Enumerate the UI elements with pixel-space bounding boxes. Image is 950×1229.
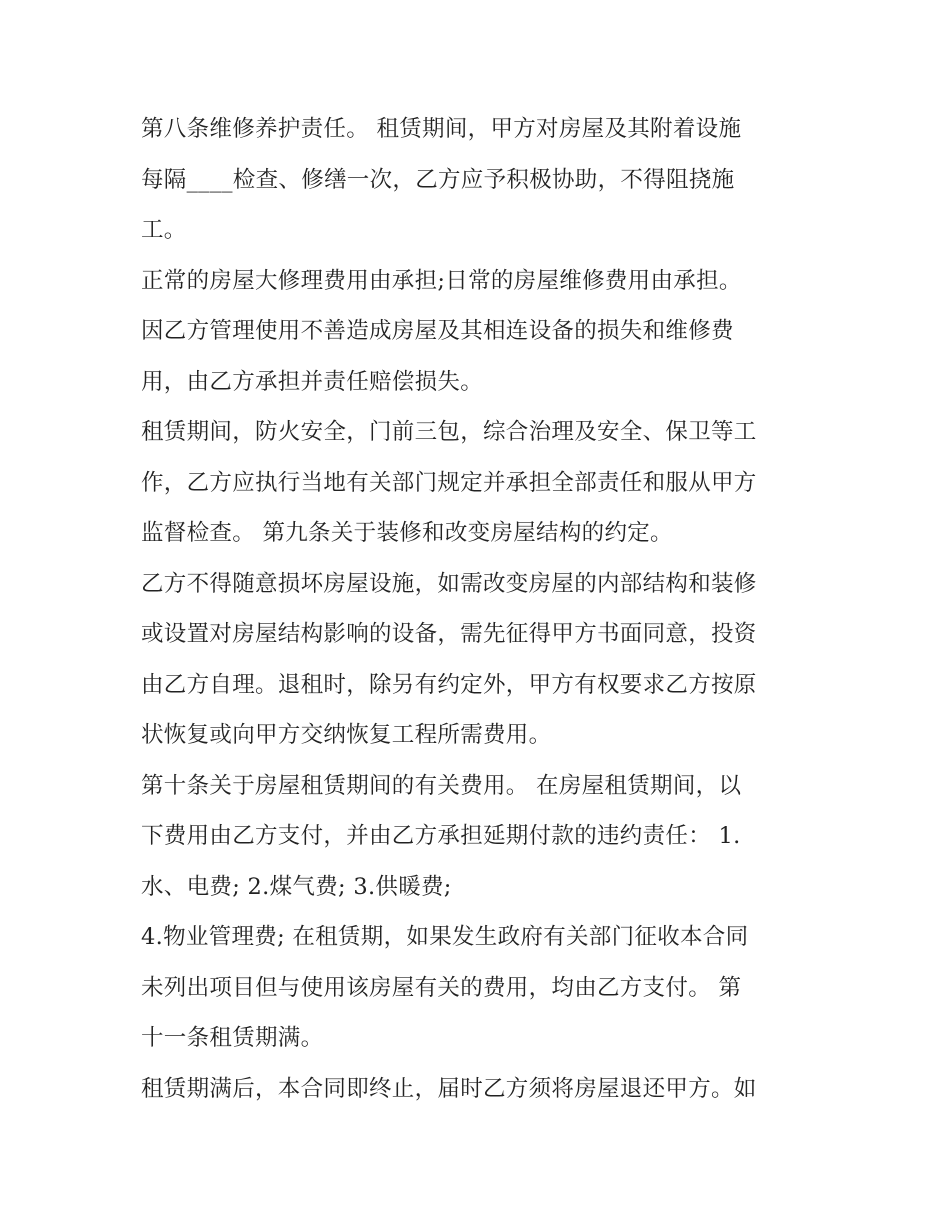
text-line: 第八条维修养护责任。 租赁期间，甲方对房屋及其附着设施 xyxy=(141,116,742,142)
text-line: 或设置对房屋结构影响的设备，需先征得甲方书面同意，投资 xyxy=(141,621,757,647)
text-line: 租赁期间，防火安全，门前三包，综合治理及安全、保卫等工 xyxy=(141,419,757,445)
text-line: 水、电费; 2.煤气费; 3.供暖费; xyxy=(141,873,452,900)
text-line: 正常的房屋大修理费用由承担;日常的房屋维修费用由承担。 xyxy=(141,267,742,294)
text-line: 未列出项目但与使用该房屋有关的费用，均由乙方支付。 第 xyxy=(141,974,742,1001)
text-line: 由乙方自理。退租时，除另有约定外，甲方有权要求乙方按原 xyxy=(141,671,757,698)
paragraph-article-8-maintenance xyxy=(141,104,821,256)
paragraph-renovation xyxy=(141,559,821,761)
text-line: 工。 xyxy=(141,217,187,243)
text-line: 监督检查。 第九条关于装修和改变房屋结构的约定。 xyxy=(141,520,673,546)
paragraph-property-fees-article-11 xyxy=(141,912,821,1064)
text-line: 租赁期满后，本合同即终止，届时乙方须将房屋退还甲方。如 xyxy=(141,1075,757,1102)
paragraph-lease-expiry xyxy=(141,1064,821,1115)
text-line: 作，乙方应执行当地有关部门规定并承担全部责任和服从甲方 xyxy=(141,469,757,496)
text-line: 十一条租赁期满。 xyxy=(141,1025,324,1051)
text-line: 状恢复或向甲方交纳恢复工程所需费用。 xyxy=(141,722,552,748)
paragraph-article-10-fees xyxy=(141,761,821,913)
text-line: 第十条关于房屋租赁期间的有关费用。 在房屋租赁期间，以 xyxy=(141,772,742,799)
document-body xyxy=(141,104,821,1114)
text-line: 用，由乙方承担并责任赔偿损失。 xyxy=(141,368,484,395)
paragraph-safety-article-9 xyxy=(141,407,821,559)
text-line: 4.物业管理费; 在租赁期，如果发生政府有关部门征收本合同 xyxy=(141,924,749,950)
paragraph-repair-costs xyxy=(141,256,821,408)
text-line: 因乙方管理使用不善造成房屋及其相连设备的损失和维修费 xyxy=(141,318,734,344)
text-line: 乙方不得随意损坏房屋设施，如需改变房屋的内部结构和装修 xyxy=(141,570,757,597)
text-line: 每隔____检查、修缮一次，乙方应予积极协助，不得阻挠施 xyxy=(141,166,735,193)
text-line: 下费用由乙方支付，并由乙方承担延期付款的违约责任： 1. xyxy=(141,823,741,849)
